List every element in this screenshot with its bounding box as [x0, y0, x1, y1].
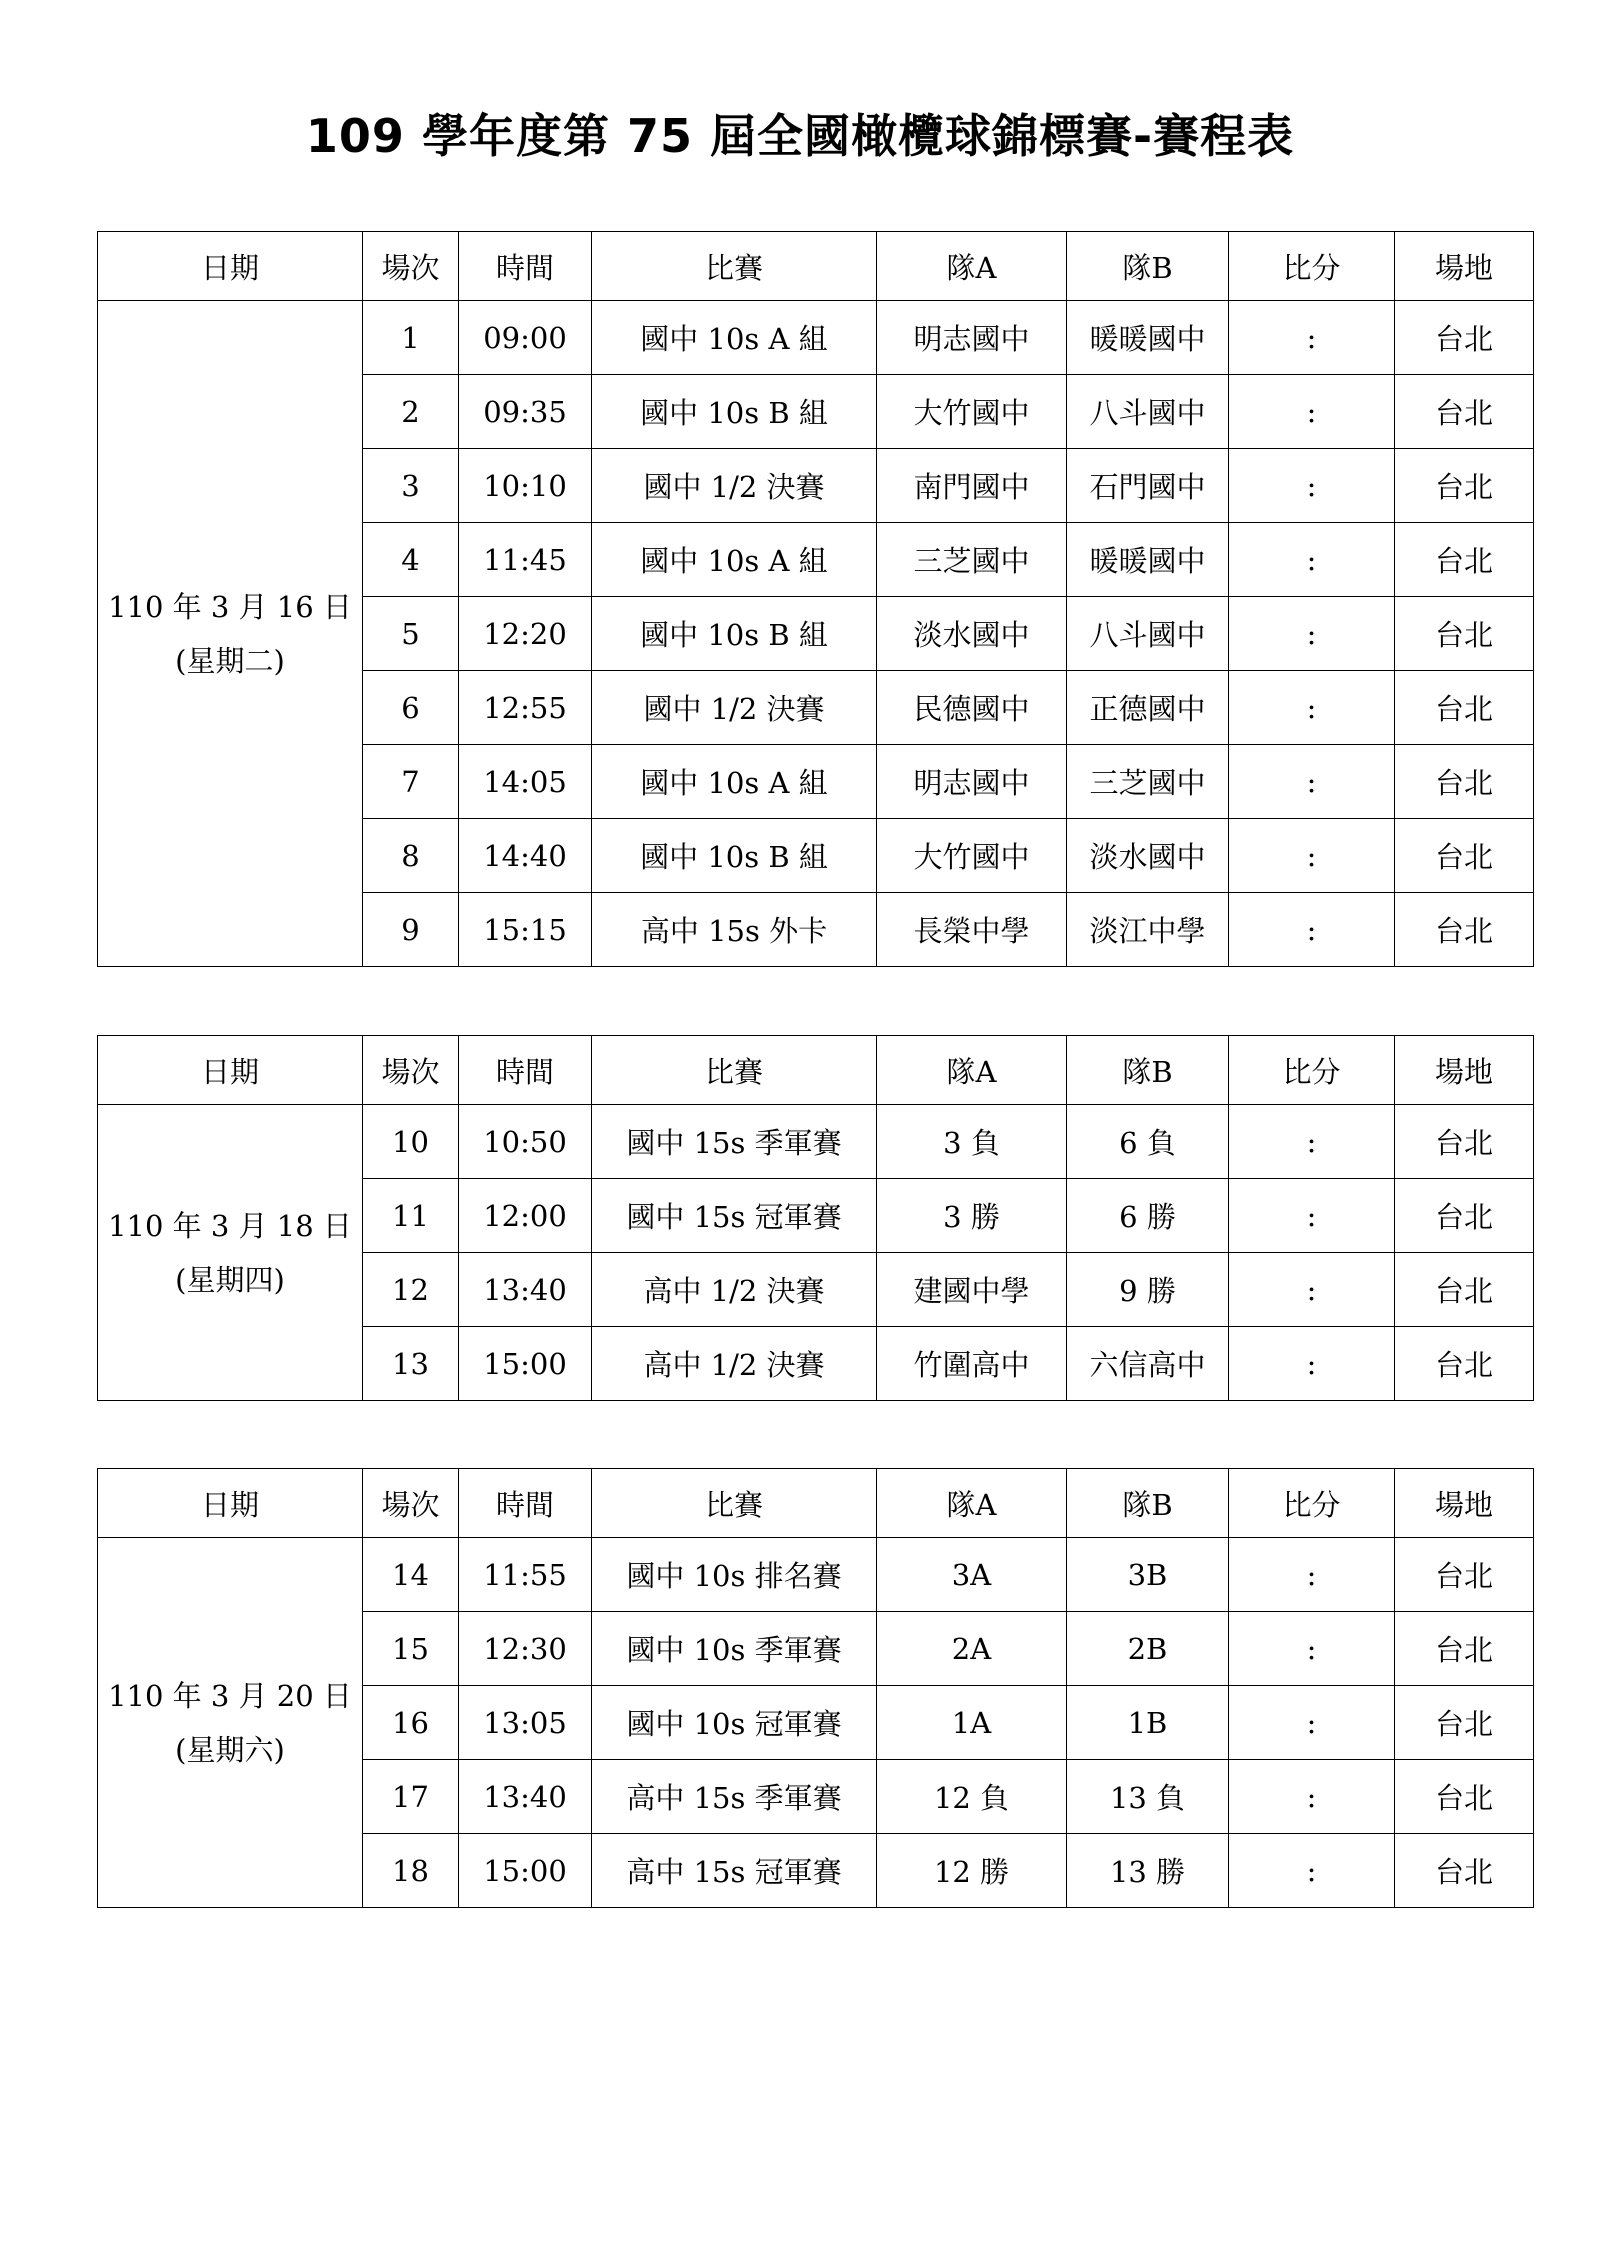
match-no-cell: 6 [363, 671, 459, 745]
header-row [98, 1036, 1534, 1105]
team-b-cell: 1B [1067, 1686, 1229, 1760]
game-cell: 國中 10s 季軍賽 [592, 1612, 877, 1686]
header-match-no: 場次 [363, 1469, 459, 1538]
team-a-cell: 淡水國中 [877, 597, 1067, 671]
team-a-cell: 12 勝 [877, 1834, 1067, 1908]
score-cell: : [1229, 1612, 1395, 1686]
weekday-text: (星期四) [175, 1262, 285, 1297]
venue-cell: 台北 [1395, 1760, 1534, 1834]
header-team-b: 隊B [1067, 1036, 1229, 1105]
header-team-b: 隊B [1067, 1469, 1229, 1538]
venue-cell: 台北 [1395, 1538, 1534, 1612]
game-cell: 高中 15s 外卡 [592, 893, 877, 967]
team-b-cell: 3B [1067, 1538, 1229, 1612]
header-row [98, 232, 1534, 301]
match-no-cell: 9 [363, 893, 459, 967]
header-team-a: 隊A [877, 1036, 1067, 1105]
venue-cell: 台北 [1395, 1253, 1534, 1327]
header-match-no: 場次 [363, 1036, 459, 1105]
team-b-cell: 八斗國中 [1067, 597, 1229, 671]
header-time: 時間 [459, 1469, 592, 1538]
game-cell: 國中 1/2 決賽 [592, 671, 877, 745]
time-cell: 12:55 [459, 671, 592, 745]
header-team-a: 隊A [877, 232, 1067, 301]
weekday-text: (星期六) [175, 1732, 285, 1767]
match-no-cell: 4 [363, 523, 459, 597]
weekday-text: (星期二) [175, 643, 285, 678]
match-no-cell: 8 [363, 819, 459, 893]
score-cell: : [1229, 893, 1395, 967]
game-cell: 國中 10s 排名賽 [592, 1538, 877, 1612]
header-team-a: 隊A [877, 1469, 1067, 1538]
match-no-cell: 2 [363, 375, 459, 449]
game-cell: 國中 10s 冠軍賽 [592, 1686, 877, 1760]
time-cell: 11:45 [459, 523, 592, 597]
team-a-cell: 建國中學 [877, 1253, 1067, 1327]
game-cell: 高中 1/2 決賽 [592, 1253, 877, 1327]
date-text: 110 年 3 月 18 日 [108, 1208, 352, 1243]
header-venue: 場地 [1395, 232, 1534, 301]
table-row [98, 301, 1534, 375]
score-cell: : [1229, 1327, 1395, 1401]
team-b-cell: 暖暖國中 [1067, 301, 1229, 375]
team-b-cell: 13 勝 [1067, 1834, 1229, 1908]
score-cell: : [1229, 301, 1395, 375]
game-cell: 國中 1/2 決賽 [592, 449, 877, 523]
schedule-table-day-1 [97, 231, 1534, 967]
team-a-cell: 3 負 [877, 1105, 1067, 1179]
match-no-cell: 12 [363, 1253, 459, 1327]
score-cell: : [1229, 671, 1395, 745]
header-score: 比分 [1229, 1036, 1395, 1105]
team-a-cell: 明志國中 [877, 745, 1067, 819]
team-b-cell: 13 負 [1067, 1760, 1229, 1834]
game-cell: 高中 15s 冠軍賽 [592, 1834, 877, 1908]
game-cell: 國中 15s 冠軍賽 [592, 1179, 877, 1253]
time-cell: 14:40 [459, 819, 592, 893]
game-cell: 國中 10s B 組 [592, 597, 877, 671]
time-cell: 12:30 [459, 1612, 592, 1686]
score-cell: : [1229, 1686, 1395, 1760]
score-cell: : [1229, 1834, 1395, 1908]
venue-cell: 台北 [1395, 1105, 1534, 1179]
score-cell: : [1229, 597, 1395, 671]
time-cell: 13:40 [459, 1760, 592, 1834]
header-date: 日期 [98, 232, 363, 301]
date-cell [98, 1105, 363, 1401]
table-row [98, 1105, 1534, 1179]
score-cell: : [1229, 1538, 1395, 1612]
time-cell: 13:05 [459, 1686, 592, 1760]
game-cell: 國中 10s B 組 [592, 375, 877, 449]
team-a-cell: 3A [877, 1538, 1067, 1612]
team-a-cell: 2A [877, 1612, 1067, 1686]
match-no-cell: 3 [363, 449, 459, 523]
match-no-cell: 18 [363, 1834, 459, 1908]
match-no-cell: 14 [363, 1538, 459, 1612]
schedule-table-day-3 [97, 1468, 1534, 1908]
team-a-cell: 南門國中 [877, 449, 1067, 523]
team-a-cell: 民德國中 [877, 671, 1067, 745]
venue-cell: 台北 [1395, 671, 1534, 745]
game-cell: 國中 10s A 組 [592, 745, 877, 819]
header-date: 日期 [98, 1469, 363, 1538]
score-cell: : [1229, 1179, 1395, 1253]
venue-cell: 台北 [1395, 1612, 1534, 1686]
header-game: 比賽 [592, 1036, 877, 1105]
team-b-cell: 淡江中學 [1067, 893, 1229, 967]
header-score: 比分 [1229, 232, 1395, 301]
team-b-cell: 三芝國中 [1067, 745, 1229, 819]
score-cell: : [1229, 449, 1395, 523]
match-no-cell: 7 [363, 745, 459, 819]
match-no-cell: 13 [363, 1327, 459, 1401]
header-date: 日期 [98, 1036, 363, 1105]
team-a-cell: 12 負 [877, 1760, 1067, 1834]
team-a-cell: 大竹國中 [877, 375, 1067, 449]
team-b-cell: 2B [1067, 1612, 1229, 1686]
header-venue: 場地 [1395, 1036, 1534, 1105]
team-a-cell: 長榮中學 [877, 893, 1067, 967]
time-cell: 15:00 [459, 1834, 592, 1908]
team-b-cell: 石門國中 [1067, 449, 1229, 523]
match-no-cell: 15 [363, 1612, 459, 1686]
date-text: 110 年 3 月 16 日 [108, 589, 352, 624]
time-cell: 10:10 [459, 449, 592, 523]
game-cell: 國中 10s A 組 [592, 523, 877, 597]
time-cell: 15:00 [459, 1327, 592, 1401]
date-cell [98, 1538, 363, 1908]
venue-cell: 台北 [1395, 1327, 1534, 1401]
score-cell: : [1229, 375, 1395, 449]
header-game: 比賽 [592, 1469, 877, 1538]
match-no-cell: 10 [363, 1105, 459, 1179]
venue-cell: 台北 [1395, 301, 1534, 375]
venue-cell: 台北 [1395, 1686, 1534, 1760]
team-a-cell: 大竹國中 [877, 819, 1067, 893]
venue-cell: 台北 [1395, 523, 1534, 597]
team-b-cell: 六信高中 [1067, 1327, 1229, 1401]
time-cell: 14:05 [459, 745, 592, 819]
team-b-cell: 暖暖國中 [1067, 523, 1229, 597]
team-b-cell: 正德國中 [1067, 671, 1229, 745]
game-cell: 高中 1/2 決賽 [592, 1327, 877, 1401]
venue-cell: 台北 [1395, 597, 1534, 671]
venue-cell: 台北 [1395, 893, 1534, 967]
team-a-cell: 3 勝 [877, 1179, 1067, 1253]
team-a-cell: 竹圍高中 [877, 1327, 1067, 1401]
header-match-no: 場次 [363, 232, 459, 301]
team-b-cell: 6 負 [1067, 1105, 1229, 1179]
time-cell: 13:40 [459, 1253, 592, 1327]
game-cell: 國中 10s A 組 [592, 301, 877, 375]
header-time: 時間 [459, 1036, 592, 1105]
header-time: 時間 [459, 232, 592, 301]
team-a-cell: 1A [877, 1686, 1067, 1760]
time-cell: 10:50 [459, 1105, 592, 1179]
time-cell: 15:15 [459, 893, 592, 967]
venue-cell: 台北 [1395, 1834, 1534, 1908]
team-a-cell: 三芝國中 [877, 523, 1067, 597]
page-title: 109 學年度第 75 屆全國橄欖球錦標賽-賽程表 [305, 109, 1295, 163]
header-venue: 場地 [1395, 1469, 1534, 1538]
time-cell: 11:55 [459, 1538, 592, 1612]
schedule-table-day-2 [97, 1035, 1534, 1401]
team-b-cell: 9 勝 [1067, 1253, 1229, 1327]
team-b-cell: 八斗國中 [1067, 375, 1229, 449]
score-cell: : [1229, 745, 1395, 819]
venue-cell: 台北 [1395, 375, 1534, 449]
header-score: 比分 [1229, 1469, 1395, 1538]
match-no-cell: 17 [363, 1760, 459, 1834]
venue-cell: 台北 [1395, 449, 1534, 523]
time-cell: 12:20 [459, 597, 592, 671]
score-cell: : [1229, 1253, 1395, 1327]
date-text: 110 年 3 月 20 日 [108, 1678, 352, 1713]
date-cell [98, 301, 363, 967]
team-a-cell: 明志國中 [877, 301, 1067, 375]
header-game: 比賽 [592, 232, 877, 301]
time-cell: 12:00 [459, 1179, 592, 1253]
score-cell: : [1229, 523, 1395, 597]
score-cell: : [1229, 1760, 1395, 1834]
time-cell: 09:35 [459, 375, 592, 449]
team-b-cell: 6 勝 [1067, 1179, 1229, 1253]
time-cell: 09:00 [459, 301, 592, 375]
venue-cell: 台北 [1395, 819, 1534, 893]
header-row [98, 1469, 1534, 1538]
table-row [98, 1538, 1534, 1612]
game-cell: 高中 15s 季軍賽 [592, 1760, 877, 1834]
score-cell: : [1229, 819, 1395, 893]
team-b-cell: 淡水國中 [1067, 819, 1229, 893]
header-team-b: 隊B [1067, 232, 1229, 301]
venue-cell: 台北 [1395, 1179, 1534, 1253]
game-cell: 國中 10s B 組 [592, 819, 877, 893]
game-cell: 國中 15s 季軍賽 [592, 1105, 877, 1179]
venue-cell: 台北 [1395, 745, 1534, 819]
match-no-cell: 5 [363, 597, 459, 671]
match-no-cell: 11 [363, 1179, 459, 1253]
match-no-cell: 16 [363, 1686, 459, 1760]
match-no-cell: 1 [363, 301, 459, 375]
score-cell: : [1229, 1105, 1395, 1179]
